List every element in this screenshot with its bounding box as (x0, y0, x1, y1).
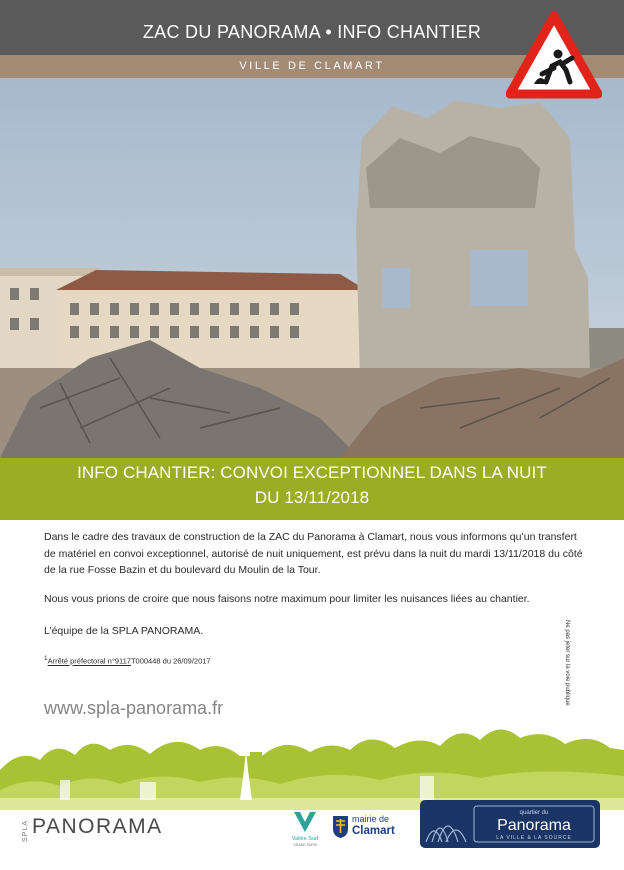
quartier-name: Panorama (497, 817, 571, 834)
body-paragraph-2: Nous vous prions de croire que nous faisons notre maximum pour limiter les nuisances liées au chantier. (44, 593, 530, 605)
quartier-panorama-logo (420, 800, 600, 848)
headline-line1: INFO CHANTIER: CONVOI EXCEPTIONNEL DANS LA NUIT (77, 463, 547, 482)
website-link[interactable]: www.spla-panorama.fr (44, 698, 224, 718)
mairie-line1: mairie de (352, 814, 390, 824)
footnote (44, 655, 211, 666)
footnote-marker: 1 (44, 655, 48, 662)
vallee-sud-subtitle: GRAND PARIS (293, 843, 317, 847)
mairie-clamart-logo (332, 813, 412, 843)
signature: L’équipe de la SPLA PANORAMA. (44, 625, 204, 637)
city-skyline-illustration (0, 710, 624, 810)
side-note: Ne pas jeter sur la voie publique (564, 620, 570, 706)
spla-logo-small: SPLA (22, 820, 29, 842)
demolition-photo (0, 78, 624, 458)
roadworks-warning-icon (506, 12, 602, 100)
header-title: ZAC DU PANORAMA • INFO CHANTIER (142, 22, 482, 42)
clamart-crest-icon (332, 815, 349, 839)
subheader-title: VILLE DE CLAMART (239, 60, 385, 72)
headline-band (0, 458, 624, 520)
mairie-line2: Clamart (352, 825, 395, 837)
headline-line2: DU 13/11/2018 (254, 488, 370, 507)
body-paragraph-1: Dans le cadre des travaux de construction de la ZAC du Panorama à Clamart, nous vous informons qu’un transfert de matériel en convoi exceptionnel, autorisé de nuit uniquement, est prévu dans la nuit du mardi 13/11/2018 du côté de la rue Fosse Bazin et du boulevard du Moulin de la Tour. (44, 531, 583, 576)
footnote-rest: T000448 du 26/09/2017 (130, 656, 211, 666)
vallee-sud-name: Vallée Sud (291, 836, 319, 842)
spla-panorama-logo: PANORAMA (32, 815, 163, 838)
quartier-top-label: quartier du (519, 810, 549, 816)
footnote-decree: Arrêté préfectoral n°9117 (47, 656, 131, 666)
quartier-tagline: LA VILLE & LA SOURCE (496, 835, 572, 841)
vallee-sud-logo (290, 808, 320, 848)
